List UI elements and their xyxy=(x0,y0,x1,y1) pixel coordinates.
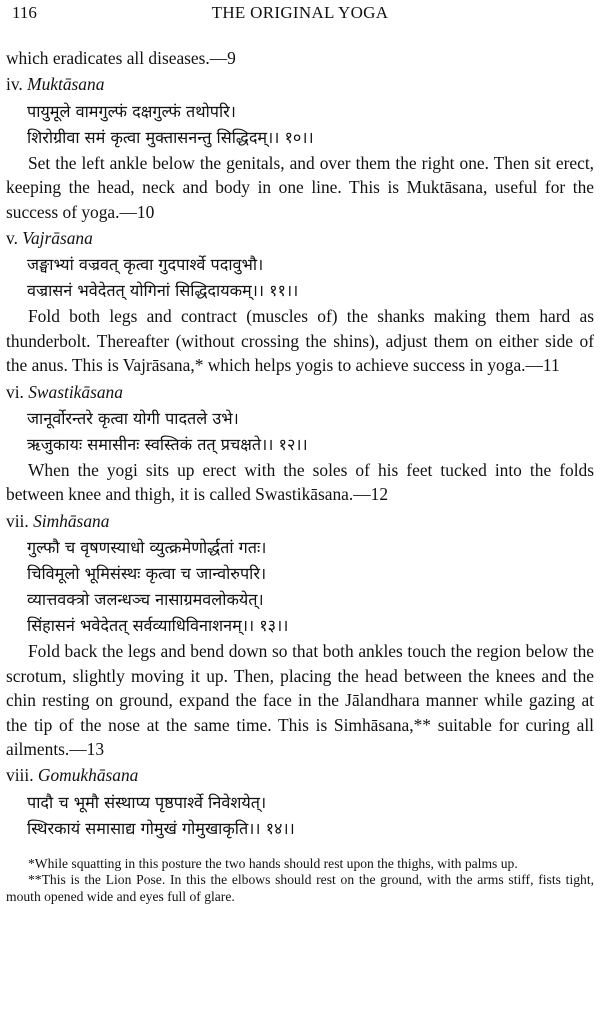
verse-line: गुल्फौ च वृषणस्याधो व्युत्क्रमेणोर्द्धतां गतः। xyxy=(27,538,267,558)
section-title: Muktāsana xyxy=(27,74,105,95)
sanskrit-verse xyxy=(27,252,594,304)
page-number: 116 xyxy=(12,3,37,22)
section-number: vi. xyxy=(6,381,24,402)
verse-line: व्यात्तवक्त्रो जलन्धञ्च नासाग्रमवलोकयेत्। xyxy=(27,590,264,610)
section-title: Gomukhāsana xyxy=(37,765,139,786)
sanskrit-verse xyxy=(27,99,594,151)
verse-line: चिविमूलो भूमिसंस्थः कृत्वा च जान्वोरुपरि। xyxy=(27,564,267,584)
verse-line: ऋजुकायः समासीनः स्वस्तिकं तत् प्रचक्षते।। १२।। xyxy=(27,435,308,455)
verse-line: शिरोग्रीवा समं कृत्वा मुक्तासनन्तु सिद्धिदम्।। १०।। xyxy=(27,127,314,147)
section-title: Swastikāsana xyxy=(28,381,123,402)
section-number: vii. xyxy=(6,510,29,531)
section-heading xyxy=(6,509,594,533)
section-number: v. xyxy=(6,228,18,249)
section-title: Vajrāsana xyxy=(22,228,93,249)
section-title: Simhāsana xyxy=(33,510,110,531)
footnote: *While squatting in this posture the two hands should rest upon the thighs, with palms up. xyxy=(28,855,518,871)
sanskrit-verse xyxy=(27,406,594,458)
section-heading xyxy=(6,763,594,787)
verse-line: सिंहासनं भवेदेतत् सर्वव्याधिविनाशनम्।। १३।। xyxy=(27,616,289,636)
verse-line: जङ्घाभ्यां वज्रवत् कृत्वा गुदपार्श्वे पदावुभौ। xyxy=(27,255,264,275)
section-heading xyxy=(6,380,594,404)
sanskrit-verse xyxy=(27,790,594,842)
section-number: iv. xyxy=(6,74,23,95)
verse-line: जानूर्वोरन्तरे कृत्वा योगी पादतले उभे। xyxy=(27,409,239,429)
verse-line: वज्रासनं भवेदेतत् योगिनां सिद्धिदायकम्।। ११।। xyxy=(27,281,299,301)
footnotes xyxy=(6,856,594,905)
verse-line: स्थिरकायं समासाद्य गोमुखं गोमुखाकृति।। १४।। xyxy=(27,818,295,838)
page-body xyxy=(6,46,594,842)
sanskrit-verse xyxy=(27,535,594,639)
translation-paragraph: Fold both legs and contract (muscles of) the shanks making them hard as thunderbolt. Thereafter (without crossing the shins), adjust them on either side of the anus. This is Vajrāsana,* which helps yogis to achieve success in yoga.—11 xyxy=(6,306,594,376)
intro-line: which eradicates all diseases.—9 xyxy=(6,48,236,68)
translation-paragraph: When the yogi sits up erect with the soles of his feet tucked into the folds between knee and thigh, it is called Swastikāsana.—12 xyxy=(6,460,594,505)
verse-line: पादौ च भूमौ संस्थाप्य पृष्ठपार्श्वे निवेशयेत्। xyxy=(27,792,267,812)
verse-line: पायुमूले वामगुल्फं दक्षगुल्फं तथोपरि। xyxy=(27,101,236,121)
section-heading xyxy=(6,226,594,250)
running-title: THE ORIGINAL YOGA xyxy=(211,3,389,22)
translation-paragraph: Fold back the legs and bend down so that both ankles touch the region below the scrotum, slightly moving it up. Then, placing the head between the knees and the chin resting on ground, expand the face in the Jālandhara manner while gazing at the tip of the nose at the same time. This is Simhāsana,** suitable for curing all ailments.—13 xyxy=(6,641,594,759)
page-header xyxy=(6,0,594,30)
translation-paragraph: Set the left ankle below the genitals, and over them the right one. Then sit erect, keeping the head, neck and body in one line. This is Muktāsana, useful for the success of yoga.—10 xyxy=(6,152,594,222)
section-heading xyxy=(6,72,594,96)
section-number: viii. xyxy=(6,765,34,786)
footnote: **This is the Lion Pose. In this the elbows should rest on the ground, with the arms stiff, fists tight, mouth opened wide and eyes full of glare. xyxy=(6,872,594,904)
